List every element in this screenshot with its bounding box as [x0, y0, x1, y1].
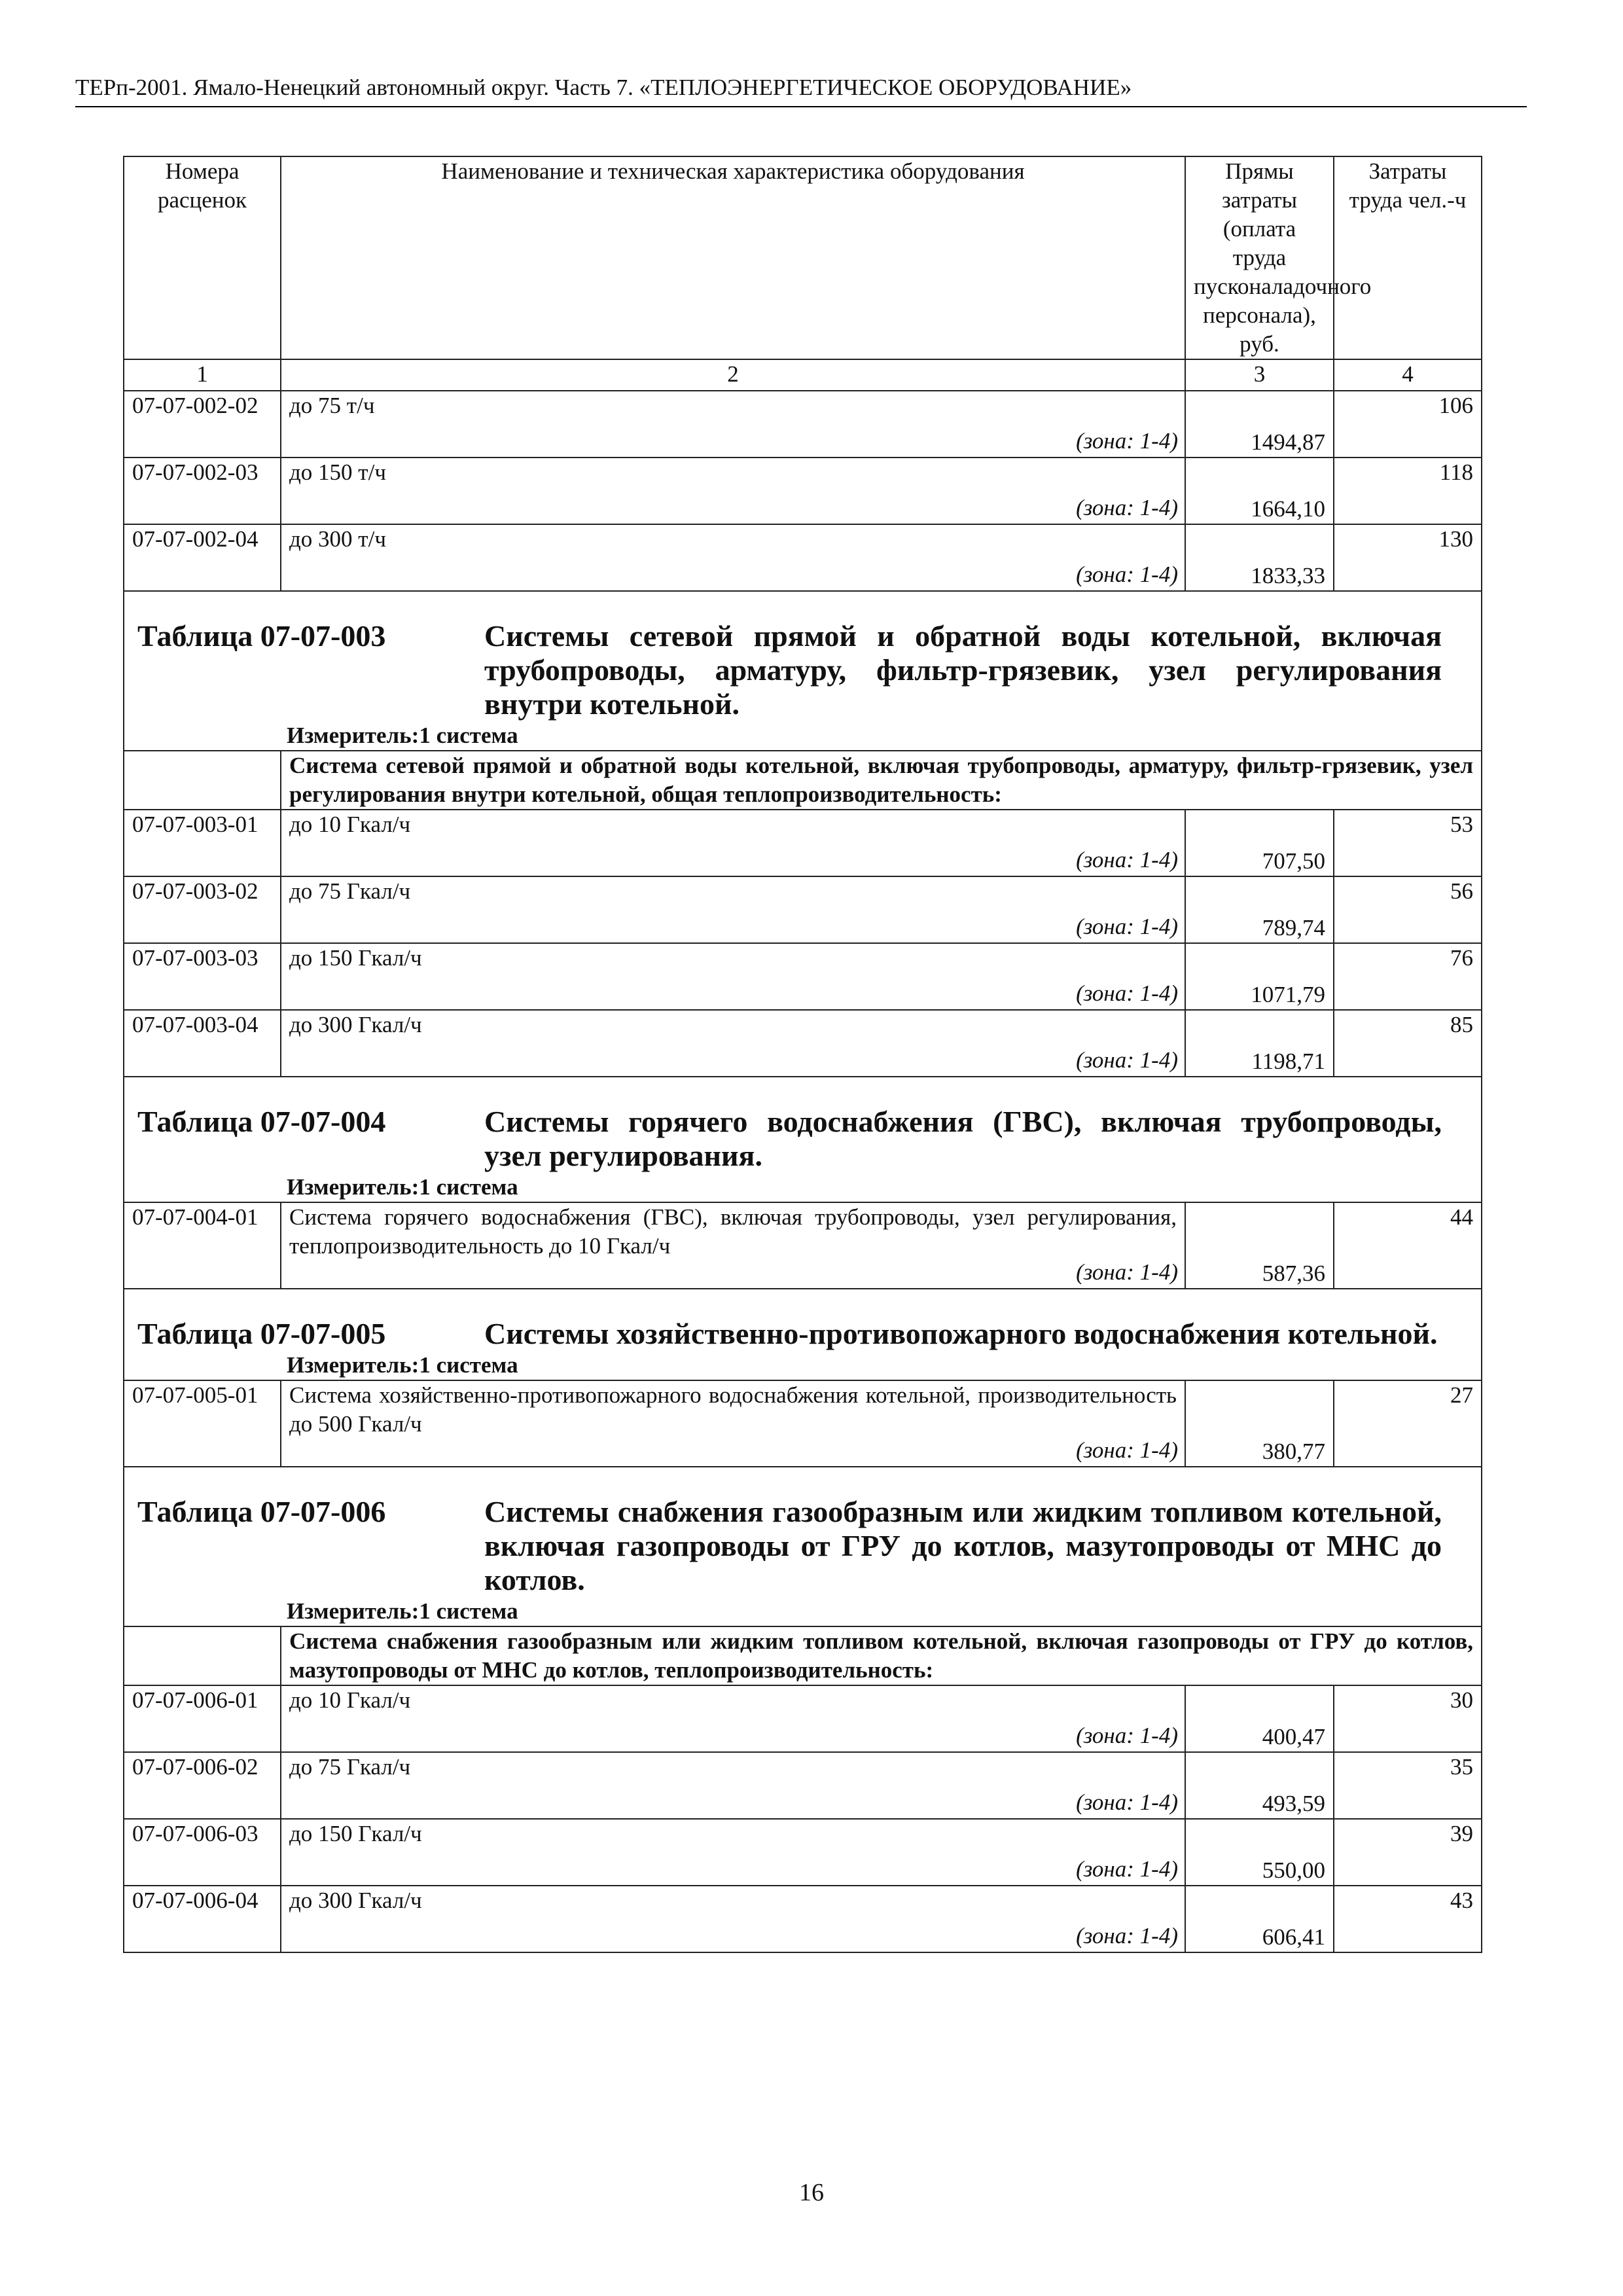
labor-cost: 43: [1334, 1886, 1482, 1952]
rate-code: 07-07-006-02: [124, 1752, 281, 1819]
col-header-direct-costs: Прямы затраты (оплата труда пусконаладочного персонала), руб.: [1185, 156, 1334, 359]
table-row: [124, 1886, 1482, 1952]
group-description: Система снабжения газообразным или жидким топливом котельной, включая газопроводы от ГРУ до котлов, мазутопроводы от МНС до котлов, теплопроизводительность:: [281, 1626, 1482, 1685]
rates-table: [123, 156, 1482, 1953]
table-row: [124, 457, 1482, 524]
labor-cost: 27: [1334, 1380, 1482, 1467]
zone-label: (зона: 1-4): [1076, 562, 1178, 587]
table-heading-row: [124, 1289, 1482, 1351]
group-row: [124, 751, 1482, 810]
rate-code: 07-07-002-03: [124, 457, 281, 524]
labor-cost: 130: [1334, 524, 1482, 591]
table-row: [124, 810, 1482, 876]
table-number: Таблица 07-07-005: [137, 1317, 386, 1350]
group-row: [124, 1626, 1482, 1685]
rate-description: до 75 Гкал/ч: [289, 1754, 411, 1780]
table-row: [124, 1819, 1482, 1886]
zone-label: (зона: 1-4): [1076, 1437, 1178, 1463]
rate-code: 07-07-005-01: [124, 1380, 281, 1467]
labor-cost: 30: [1334, 1685, 1482, 1752]
direct-cost: 1198,71: [1185, 1010, 1334, 1077]
table-row: [124, 1202, 1482, 1289]
unit-row: [124, 1351, 1482, 1380]
table-title: Системы горячего водоснабжения (ГВС), включая трубопроводы, узел регулирования.: [484, 1105, 1442, 1172]
rate-code: 07-07-003-03: [124, 943, 281, 1010]
labor-cost: 35: [1334, 1752, 1482, 1819]
labor-cost: 106: [1334, 391, 1482, 457]
rate-code: 07-07-006-01: [124, 1685, 281, 1752]
table-row: [124, 1010, 1482, 1077]
zone-label: (зона: 1-4): [1076, 1856, 1178, 1882]
table-row: [124, 524, 1482, 591]
table-title: Системы сетевой прямой и обратной воды котельной, включая трубопроводы, арматуру, фильтр-грязевик, узел регулирования внутри котельной.: [484, 619, 1442, 721]
labor-cost: 56: [1334, 876, 1482, 943]
rate-description: до 150 Гкал/ч: [289, 1821, 422, 1846]
table-number: Таблица 07-07-003: [137, 619, 386, 653]
zone-label: (зона: 1-4): [1076, 914, 1178, 939]
rate-code: 07-07-003-02: [124, 876, 281, 943]
direct-cost: 400,47: [1185, 1685, 1334, 1752]
zone-label: (зона: 1-4): [1076, 1047, 1178, 1073]
direct-cost: 587,36: [1185, 1202, 1334, 1289]
col-number: 3: [1185, 359, 1334, 391]
unit-row: [124, 1173, 1482, 1202]
labor-cost: 39: [1334, 1819, 1482, 1886]
page-header: ТЕРп-2001. Ямало-Ненецкий автономный округ. Часть 7. «ТЕПЛОЭНЕРГЕТИЧЕСКОЕ ОБОРУДОВАНИЕ»: [75, 73, 1527, 107]
direct-cost: 789,74: [1185, 876, 1334, 943]
table-row: [124, 1752, 1482, 1819]
col-header-labor: Затраты труда чел.-ч: [1334, 156, 1482, 359]
labor-cost: 76: [1334, 943, 1482, 1010]
unit-row: [124, 1597, 1482, 1626]
table-row: [124, 943, 1482, 1010]
column-numbers: [124, 359, 1482, 391]
direct-cost: 707,50: [1185, 810, 1334, 876]
rate-description: до 75 Гкал/ч: [289, 878, 411, 904]
labor-cost: 118: [1334, 457, 1482, 524]
unit-label: Измеритель:1 система: [124, 721, 1482, 751]
labor-cost: 53: [1334, 810, 1482, 876]
rate-description: до 10 Гкал/ч: [289, 1687, 411, 1713]
zone-label: (зона: 1-4): [1076, 980, 1178, 1006]
zone-label: (зона: 1-4): [1076, 428, 1178, 454]
col-number: 4: [1334, 359, 1482, 391]
col-number: 1: [124, 359, 281, 391]
table-row: [124, 1685, 1482, 1752]
zone-label: (зона: 1-4): [1076, 1723, 1178, 1748]
rate-code: 07-07-002-04: [124, 524, 281, 591]
table-title: Системы снабжения газообразным или жидким топливом котельной, включая газопроводы от ГРУ до котлов, мазутопроводы от МНС до котлов.: [484, 1495, 1442, 1596]
rate-code: 07-07-003-01: [124, 810, 281, 876]
rate-code: 07-07-006-03: [124, 1819, 281, 1886]
unit-label: Измеритель:1 система: [124, 1597, 1482, 1626]
col-number: 2: [281, 359, 1185, 391]
table-row: [124, 1380, 1482, 1467]
direct-cost: 1494,87: [1185, 391, 1334, 457]
labor-cost: 85: [1334, 1010, 1482, 1077]
unit-label: Измеритель:1 система: [124, 1173, 1482, 1202]
table-row: [124, 391, 1482, 457]
direct-cost: 1833,33: [1185, 524, 1334, 591]
column-headers: [124, 156, 1482, 359]
table-heading-row: [124, 591, 1482, 721]
rate-description: до 300 Гкал/ч: [289, 1888, 422, 1913]
table-title: Системы хозяйственно-противопожарного водоснабжения котельной.: [484, 1317, 1438, 1350]
direct-cost: 606,41: [1185, 1886, 1334, 1952]
group-description: Система сетевой прямой и обратной воды котельной, включая трубопроводы, арматуру, фильтр-грязевик, узел регулирования внутри котельной, общая теплопроизводительность:: [281, 751, 1482, 810]
direct-cost: 1664,10: [1185, 457, 1334, 524]
rate-code: 07-07-006-04: [124, 1886, 281, 1952]
table-row: [124, 876, 1482, 943]
rate-code: 07-07-004-01: [124, 1202, 281, 1289]
zone-label: (зона: 1-4): [1076, 1259, 1178, 1285]
direct-cost: 1071,79: [1185, 943, 1334, 1010]
col-header-codes: Номера расценок: [124, 156, 281, 359]
direct-cost: 493,59: [1185, 1752, 1334, 1819]
page-number: 16: [799, 2179, 824, 2206]
rate-code: 07-07-003-04: [124, 1010, 281, 1077]
rate-description: до 300 т/ч: [289, 526, 386, 552]
zone-label: (зона: 1-4): [1076, 847, 1178, 872]
rate-description: до 150 Гкал/ч: [289, 945, 422, 971]
direct-cost: 380,77: [1185, 1380, 1334, 1467]
table-number: Таблица 07-07-004: [137, 1105, 386, 1138]
rate-description: до 300 Гкал/ч: [289, 1012, 422, 1037]
rate-description: Система хозяйственно-противопожарного водоснабжения котельной, производительность до 500 Гкал/ч: [289, 1382, 1177, 1437]
unit-row: [124, 721, 1482, 751]
zone-label: (зона: 1-4): [1076, 1789, 1178, 1815]
rate-code: 07-07-002-02: [124, 391, 281, 457]
col-header-description: Наименование и техническая характеристика оборудования: [281, 156, 1185, 359]
labor-cost: 44: [1334, 1202, 1482, 1289]
zone-label: (зона: 1-4): [1076, 495, 1178, 520]
rate-description: Система горячего водоснабжения (ГВС), включая трубопроводы, узел регулирования, теплопроизводительность до 10 Гкал/ч: [289, 1204, 1177, 1259]
zone-label: (зона: 1-4): [1076, 1923, 1178, 1948]
rate-description: до 75 т/ч: [289, 393, 375, 418]
table-heading-row: [124, 1467, 1482, 1597]
table-heading-row: [124, 1077, 1482, 1173]
direct-cost: 550,00: [1185, 1819, 1334, 1886]
unit-label: Измеритель:1 система: [124, 1351, 1482, 1380]
rate-description: до 10 Гкал/ч: [289, 812, 411, 837]
table-number: Таблица 07-07-006: [137, 1495, 386, 1528]
rate-description: до 150 т/ч: [289, 459, 386, 485]
